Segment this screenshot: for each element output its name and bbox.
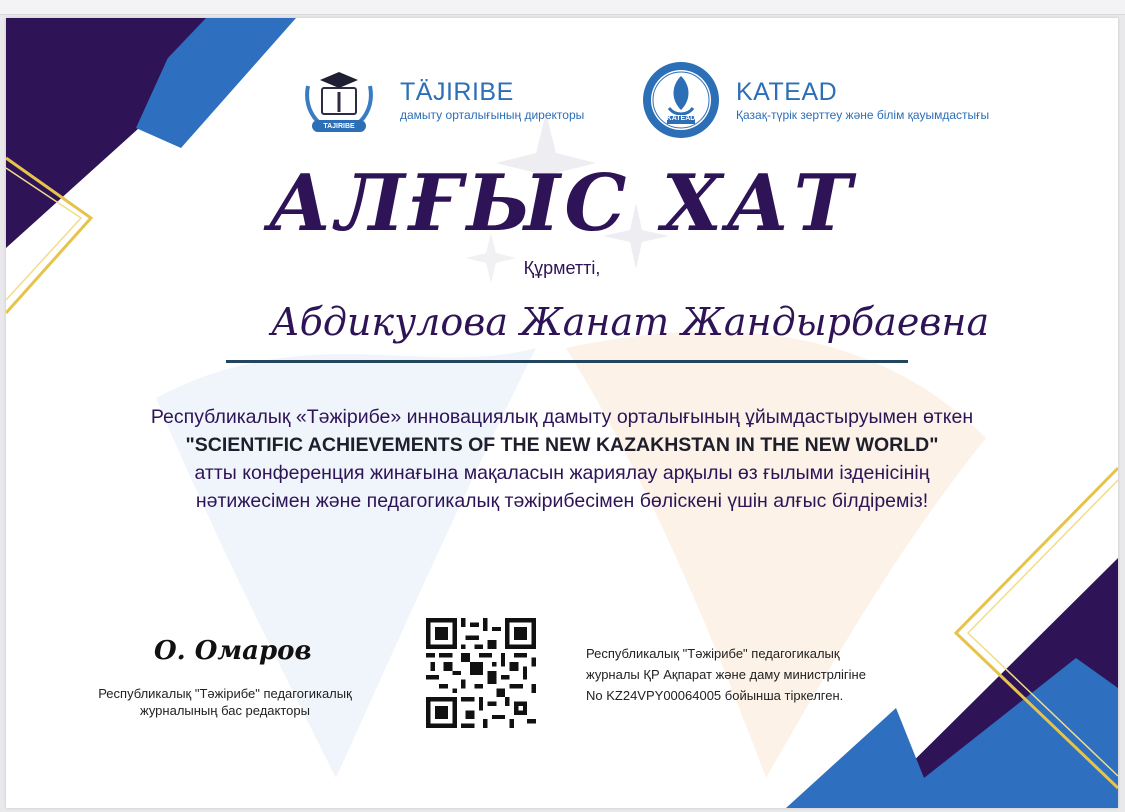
corner-blue-small [786,708,936,808]
body-line: нәтижесімен және педагогикалық тәжірибесімен бөліскені үшін алғыс білдіреміз! [195,490,929,512]
katead-title: KATEAD [736,78,838,106]
registration-caption [586,643,956,706]
katead-subtitle: Қазақ-түрік зерттеу және білім қауымдастығы [736,108,990,122]
watermark-right-wing [566,331,986,778]
certificate-page [6,18,1118,808]
tajiribe-title: TÄJIRIBE [400,78,514,106]
certificate-title: АЛҒЫС ХАТ [268,158,856,249]
tajiribe-badge-text: TAJIRIBE [323,123,355,130]
greeting: Құрметті, [523,258,601,278]
viewer-top-strip [0,0,1125,15]
certificate-body [66,403,1058,515]
name-underline [226,360,908,363]
body-line: Республикалық «Тәжірибе» инновациялық дамыту орталығының ұйымдастыруымен өткен [150,406,974,428]
tajiribe-subtitle: дамыту орталығының директоры [400,108,585,122]
caption-line: Республикалық "Тәжірибе" педагогикалық [98,686,352,701]
caption-line: No KZ24VPY00064005 бойынша тіркелген. [586,688,844,703]
conference-title: "SCIENTIFIC ACHIEVEMENTS OF THE NEW KAZAKHSTAN IN THE NEW WORLD" [185,434,939,456]
katead-badge-text: KATEAD [666,115,696,122]
editor-caption [70,685,380,719]
caption-line: журналы ҚР Ақпарат және даму министрлігіне [586,667,866,682]
caption-line: журналының бас редакторы [139,703,310,718]
caption-line: Республикалық "Тәжірибе" педагогикалық [586,646,840,661]
editor-signature: О. Омаров [154,636,312,666]
katead-logo-icon [641,60,721,140]
qr-code [426,618,536,728]
recipient-name: Абдикулова Жанат Жандырбаевна [270,300,990,344]
body-line: атты конференция жинағына мақаласын жариялау арқылы өз ғылыми ізденісінің [194,462,930,484]
